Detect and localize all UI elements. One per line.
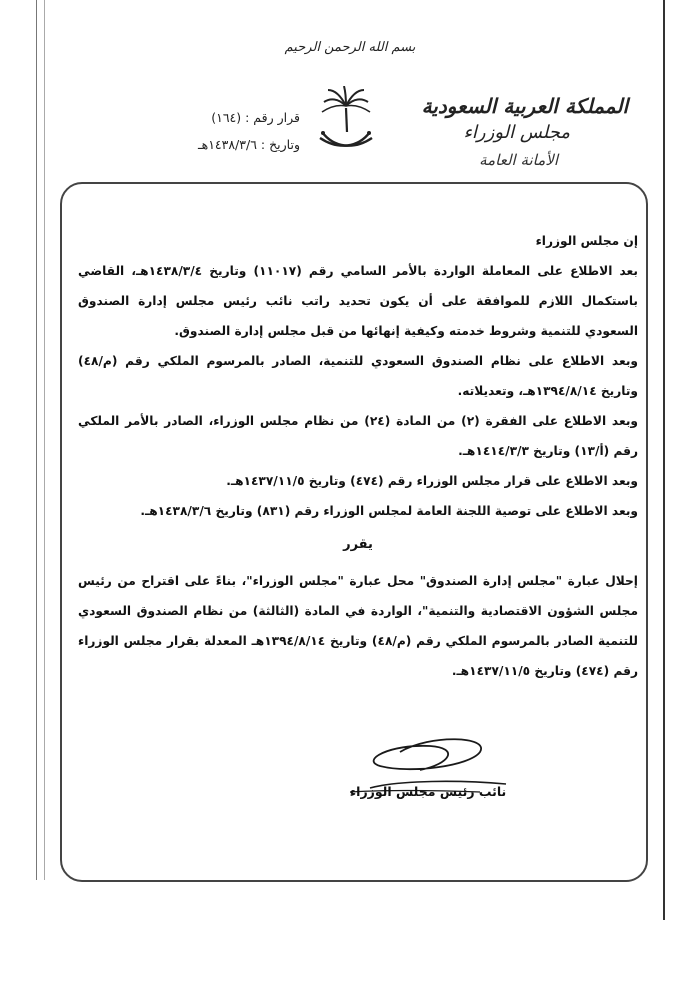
signer-title: نائب رئيس مجلس الوزراء xyxy=(349,784,507,799)
signature-icon xyxy=(330,730,520,820)
letterhead-issuer xyxy=(408,92,628,169)
bismillah: بسم الله الرحمن الرحيم xyxy=(284,40,416,55)
paragraph-4: وبعد الاطلاع على قرار مجلس الوزراء رقم (٤٧٤) وتاريخ ١٤٣٧/١١/٥هـ. xyxy=(226,474,638,488)
decision-body xyxy=(78,226,638,686)
decision-text: إحلال عبارة "مجلس إدارة الصندوق" محل عبارة "مجلس الوزراء"، بناءً على اقتراح من رئيس مجلس الشؤون الاقتصادية والتنمية"، الواردة في المادة (الثالثة) من نظام الصندوق السعودي للتنمية الصادر بالمرسوم الملكي رقم (م/٤٨) وتاريخ ١٣٩٤/٨/١٤هـ المعدلة بقرار مجلس الوزراء رقم (٤٧٤) وتاريخ ١٤٣٧/١١/٥هـ. xyxy=(78,574,638,678)
secretariat-name: الأمانة العامة xyxy=(479,151,558,169)
saudi-emblem-icon xyxy=(314,86,378,158)
paragraph-3: وبعد الاطلاع على الفقرة (٢) من المادة (٢٤) من نظام مجلس الوزراء، الصادر بالأمر الملكي رقم (أ/١٣) وتاريخ ١٤١٤/٣/٣هـ. xyxy=(78,414,638,458)
paragraph-1: بعد الاطلاع على المعاملة الواردة بالأمر السامي رقم (١١٠١٧) وتاريخ ١٤٣٨/٣/٤هـ، القاضي باستكمال اللازم للموافقة على أن يكون تحديد راتب نائب رئيس مجلس إدارة الصندوق السعودي للتنمية وشروط خدمته وكيفية إنهائها من قبل مجلس إدارة الصندوق. xyxy=(78,264,638,338)
scan-edge-left xyxy=(36,0,37,880)
kingdom-name: المملكة العربية السعودية xyxy=(421,94,628,118)
decision-reference xyxy=(150,104,300,158)
paragraph-5: وبعد الاطلاع على توصية اللجنة العامة لمجلس الوزراء رقم (٨٣١) وتاريخ ١٤٣٨/٣/٦هـ. xyxy=(140,504,638,518)
opening-line: إن مجلس الوزراء xyxy=(535,234,638,248)
council-name: مجلس الوزراء xyxy=(463,122,570,143)
scan-edge-left-inner xyxy=(44,0,45,880)
decision-date: وتاريخ : ١٤٣٨/٣/٦هـ xyxy=(197,137,300,152)
scan-edge-right xyxy=(663,0,665,920)
paragraph-2: وبعد الاطلاع على نظام الصندوق السعودي للتنمية، الصادر بالمرسوم الملكي رقم (م/٤٨) وتاريخ ١٣٩٤/٨/١٤هـ، وتعديلاته. xyxy=(78,354,638,398)
decides-heading: يقرر xyxy=(343,537,373,552)
decision-number: قرار رقم : (١٦٤) xyxy=(211,110,300,125)
